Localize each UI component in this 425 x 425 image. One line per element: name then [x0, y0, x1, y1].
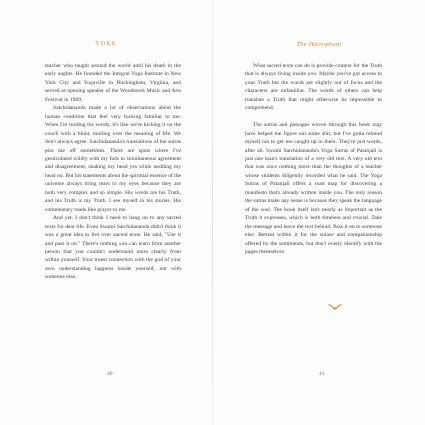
ornament-swash-icon — [328, 303, 342, 311]
paragraph: Satchidananda made a lot of observations about the human condition that feel very fucking familiar to me. When I'm reading his words, it's like we're kicking it on the couch with a blunt, mulling over the meaning of life. We don't always agree. Satchidananda's translations of the sutras piss me off sometimes. There are spots where I've gesticulated wildly with my fork in simultaneous agreement and disagreement, shaking my head yes while nodding my head no. But his statements about the spiritual essence of the universe always bring tears to my eyes because they are both very complex and so simple. His words are his Truth, and his Truth is my Truth. I see myself in his stories. His commentary reads like prayer to me. — [45, 105, 181, 213]
paragraph: teacher who taught around the world until his death in the early aughts. He founded the Integral Yoga Institute in New York City and Yogaville in Buckingham, Virginia, and served as opening speaker of the Woodstock Music and Arts Festival in 1969. — [45, 63, 181, 103]
right-page — [213, 0, 425, 425]
running-head-right: The Hierophant — [296, 41, 342, 48]
paragraph: What sacred texts can do is provide context for the Truth that is always living inside you. Maybe you've got access to your Truth but the words are slightly out of focus and the characters are unfamiliar. The words of others can help translate a Truth that might otherwise be impossible to comprehend. — [245, 63, 382, 112]
left-page — [0, 0, 212, 425]
paragraph: And yet. I don't think I need to hang on to any sacred texts for dear life. Even Swami Satchidananda didn't think it was a great idea to fret over sacred texts. He said, "Use it and pass it on." There's nothing you can learn from another person that you couldn't understand more clearly from within yourself. Your truest connection with the god of your own understanding happens inside yourself, not with someone else. — [45, 215, 181, 281]
page-number-left: 40 — [107, 371, 113, 377]
right-page-body — [245, 62, 382, 256]
page-number-right: 41 — [319, 371, 325, 377]
left-page-body — [45, 62, 181, 282]
running-head-left: YOKE — [95, 41, 117, 47]
paragraph: The sutras and passages woven through this book may have helped me figure out some shit, but I've gotta remind myself not to get too caught up in them. They're just words, after all. Swami Satchidananda's Yoga Sutras of Patanjali is just one man's translation of a very old text. A very old text that was once nothing more than the thoughts of a teacher whose students diligently recorded what he said. The Yoga Sutras of Patanjali offers a road map for discovering a manifesto that's already written inside you. The only reason the sutras make any sense is because they speak the language of the soul. The book itself isn't nearly as important as the Truth it expresses, which is both timeless and crucial. Take the message and leave the text behind. Pass it on to someone else. Retreat within it for the solace and companionship offered by the sentiments, but don't overly identify with the pages themselves. — [245, 122, 382, 255]
